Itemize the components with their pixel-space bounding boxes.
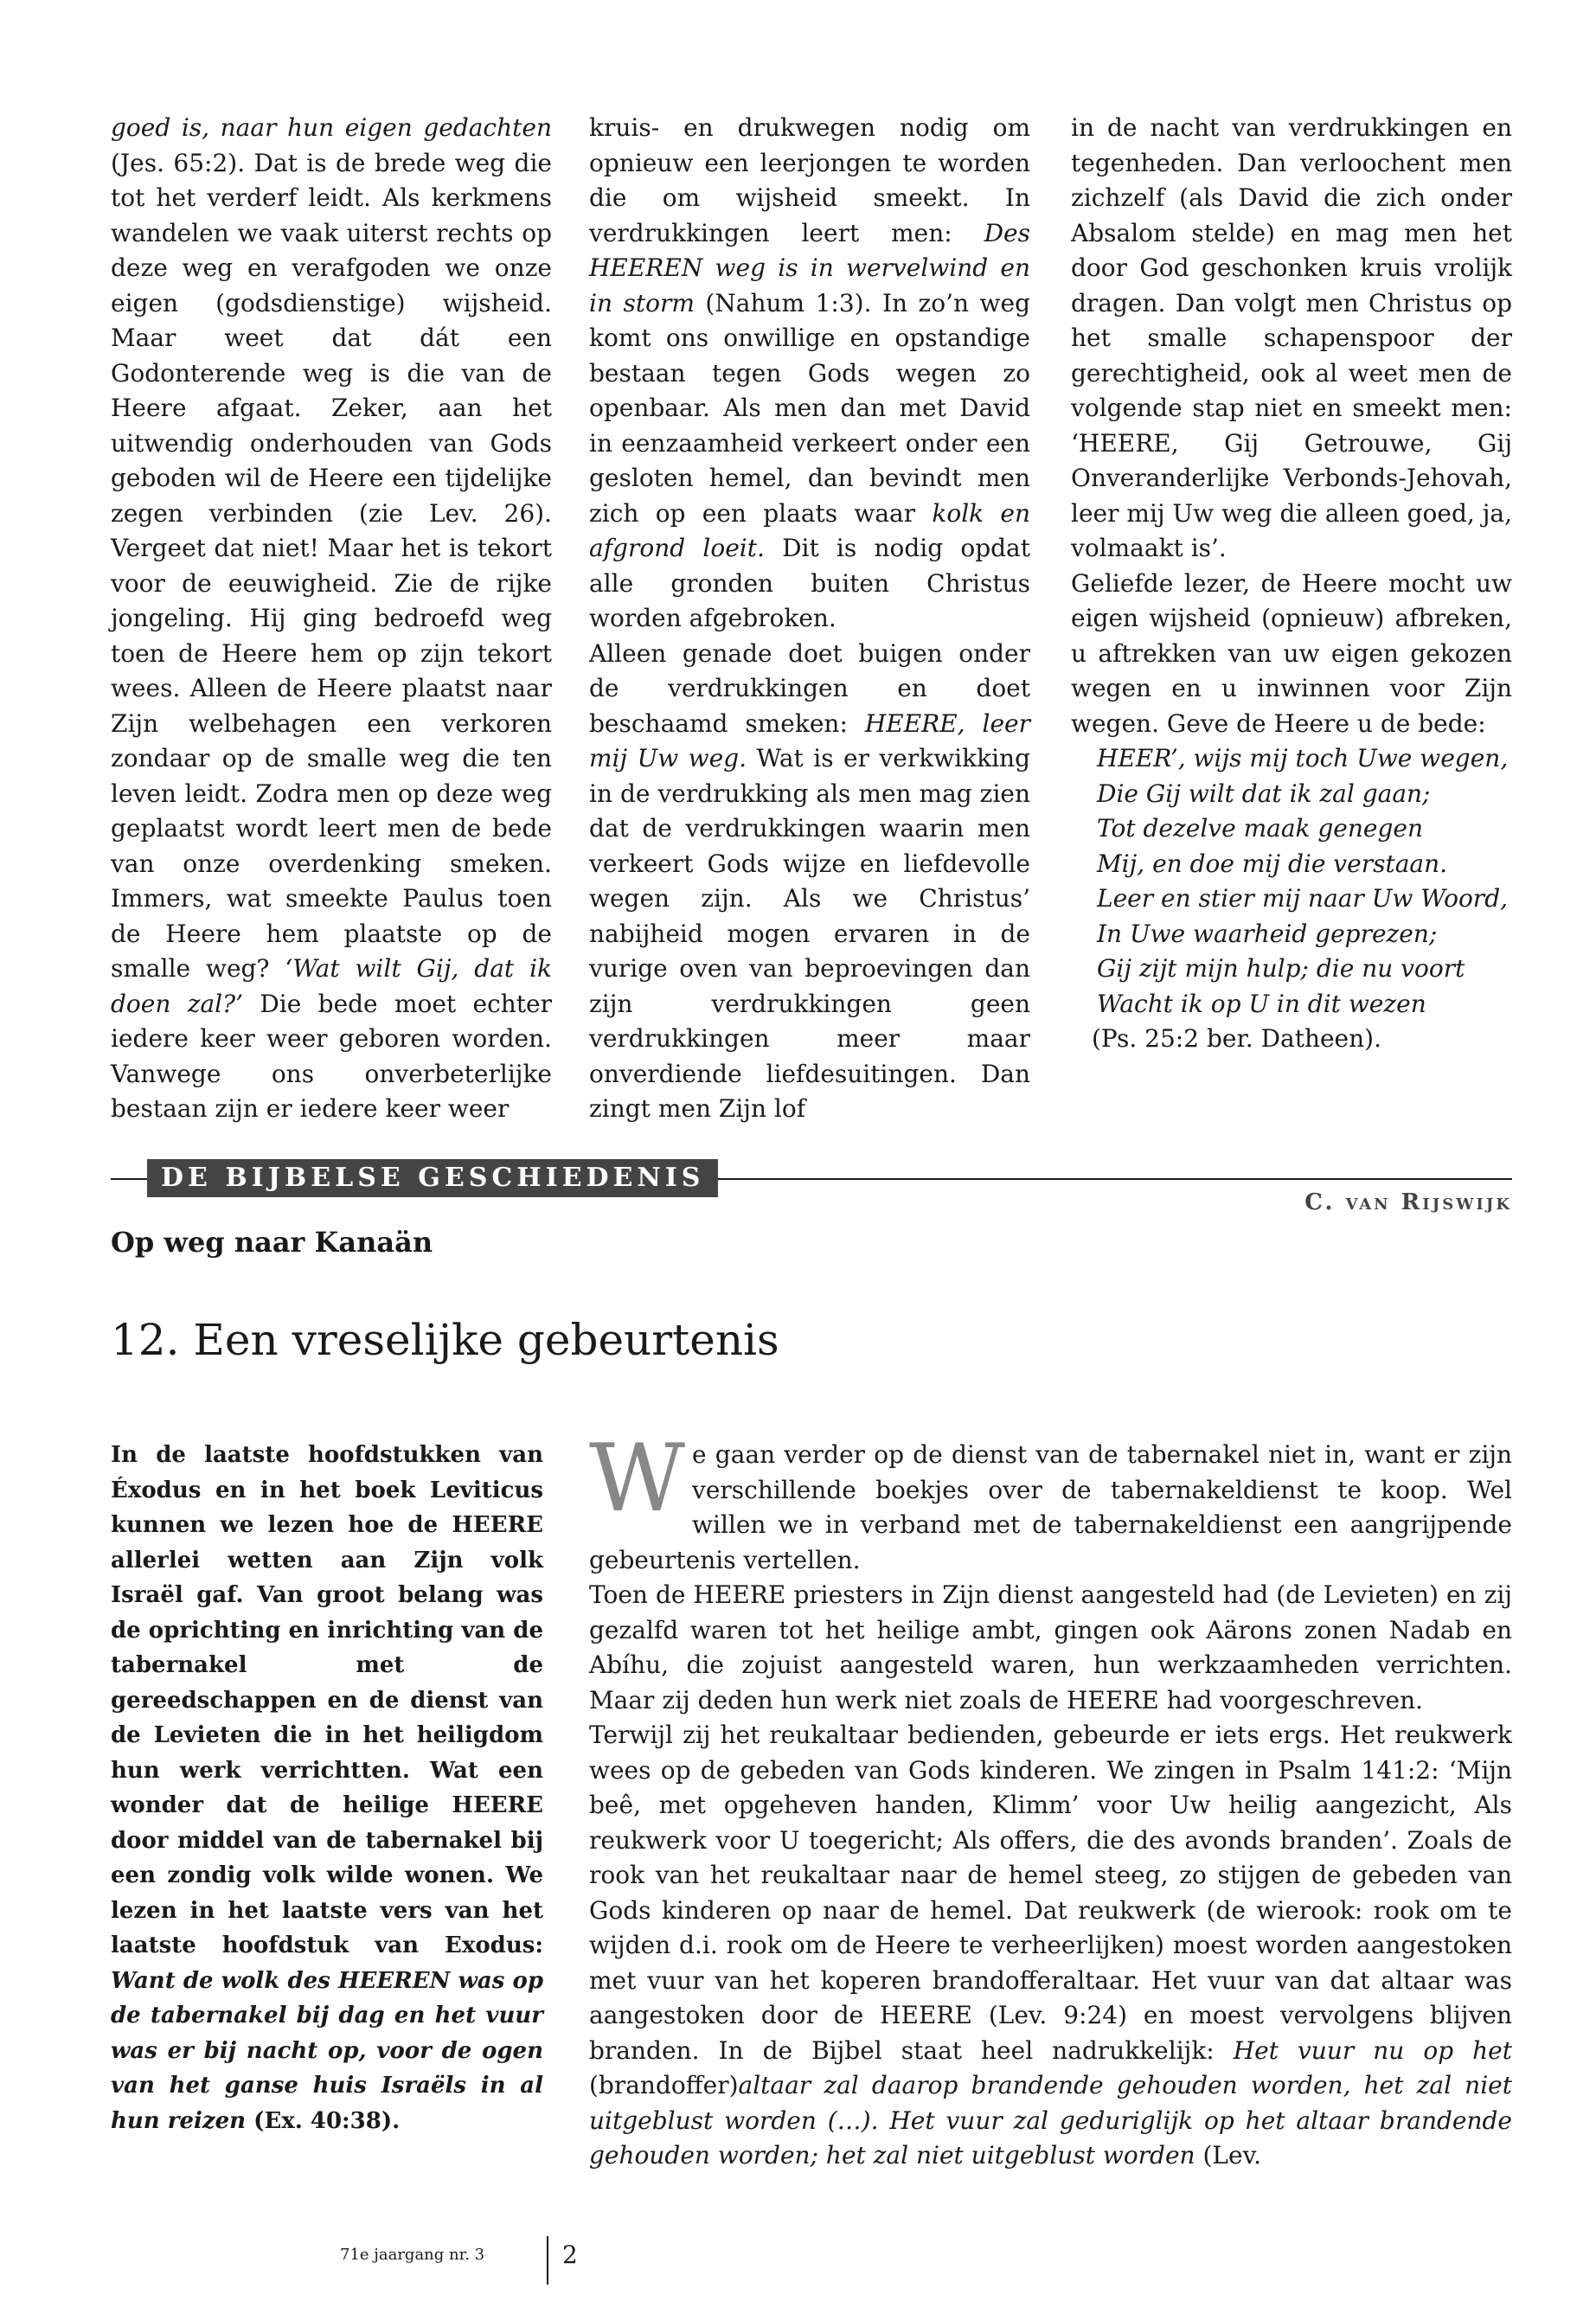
italic-phrase: HEERE, leer mij Uw weg. bbox=[589, 708, 1030, 772]
poem-line: Mij, en doe mij die verstaan. bbox=[1097, 849, 1448, 878]
psalm-verse bbox=[1071, 741, 1512, 1057]
section-label: DE BIJBELSE GESCHIEDENIS bbox=[147, 1159, 718, 1197]
author-name: C. van Rijswijk bbox=[1304, 1189, 1512, 1215]
italic-phrase: kolk en afgrond loeit. bbox=[589, 498, 1030, 562]
column-1-text bbox=[111, 111, 552, 1127]
italic-phrase: Want de wolk des HEEREN was op de tabernakel bij dag en het vuur was er bij nacht op, voor de ogen van het ganse huis Israëls in al hun reizen bbox=[111, 1967, 543, 2134]
text-run: Die bede moet echter iedere keer weer geboren worden. Vanwege ons onverbeterlijke bestaan zijn er iedere keer weer bbox=[111, 989, 552, 1123]
column-3-paragraph-1: in de nacht van verdrukkingen en tegenheden. Dan verloochent men zichzelf (als David die zich onder Absalom stelde) en mag men het door God geschonken kruis vrolijk dragen. Dan volgt men Christus op het smalle schapenspoor der gerechtigheid, ook al weet men de volgende stap niet en smeekt men: ‘HEERE, Gij Getrouwe, Gij Onveranderlijke Verbonds-Jehovah, leer mij Uw weg die alleen goed, ja, volmaakt is’. bbox=[1071, 113, 1512, 562]
poem-line: Gij zijt mijn hulp; die nu voort bbox=[1097, 954, 1465, 983]
footer-divider bbox=[547, 2236, 548, 2285]
italic-phrase: goed is, naar hun eigen gedachten bbox=[111, 113, 552, 142]
poem-line: In Uwe waarheid geprezen; bbox=[1097, 919, 1438, 948]
series-title: Op weg naar Kanaän bbox=[111, 1226, 433, 1259]
poem-line: HEER’, wijs mij toch Uwe wegen, bbox=[1097, 744, 1509, 772]
text-run: (Lev. bbox=[1195, 2141, 1261, 2170]
journal-info: 71e jaargang nr. 3 bbox=[340, 2246, 485, 2264]
text-run: Dit is nodig opdat alle gronden buiten Christus worden afgebroken. bbox=[589, 534, 1030, 632]
article-body bbox=[589, 1425, 1512, 2174]
column-1 bbox=[111, 111, 552, 1127]
italic-phrase: Het vuur nu op het bbox=[1233, 2035, 1512, 2065]
text-run: (Nahum 1:3). In zo’n weg komt ons onwillige en opstandige bestaan tegen Gods wegen zo openbaar. Als men dan met David in eenzaamheid verkeert onder een gesloten hemel, dan bevindt men zich op een plaats waar bbox=[589, 288, 1030, 528]
text-run: (Jes. 65:2). Dat is de brede weg die tot het verderf leidt. Als kerkmens wandelen we vaak uiterst rechts op deze weg en verafgoden we onze eigen (godsdienstige) wijsheid. Maar weet dat dát een Godonterende weg is die van de Heere afgaat. Zeker, aan het uitwendig onderhouden van Gods geboden wil de Heere een tijdelijke zegen verbinden (zie Lev. 26). Vergeet dat niet! Maar het is tekort voor de eeuwigheid. Zie de rijke jongeling. Hij ging bedroefd weg toen de Heere hem op zijn tekort wees. Alleen de Heere plaatst naar Zijn welbehagen een verkoren zondaar op de smalle weg die ten leven leidt. Zodra men op deze weg geplaatst wordt leert men de bede van onze overdenking smeken. Immers, wat smeekte Paulus toen de Heere hem plaatste op de smalle weg? bbox=[111, 148, 552, 983]
drop-cap: W bbox=[589, 1425, 686, 1533]
text-run: kruis- en drukwegen nodig om opnieuw een leerjongen te worden die om wijsheid smeekt. In verdrukkingen leert men: bbox=[589, 113, 1030, 247]
column-2 bbox=[589, 111, 1030, 1127]
intro-paragraph bbox=[111, 1438, 543, 2138]
page-number: 2 bbox=[562, 2240, 578, 2269]
body-paragraph-1 bbox=[589, 1425, 1512, 1578]
text-run: Terwijl zij het reukaltaar bedienden, gebeurde er iets ergs. Het reukwerk wees op de gebeden van Gods kinderen. We zingen in Psalm 141:2: ‘Mijn beê, met opgeheven handen, Klimm’ voor Uw heilig aangezicht, Als reukwerk voor U toegericht; Als offers, die des avonds branden’. Zoals de rook van het reukaltaar naar de hemel steeg, zo stijgen de gebeden van Gods kinderen op naar de hemel. Dat reukwerk (de wierook: rook om te wijden d.i. rook om de Heere te verheerlijken) moest worden aangestoken met vuur van het koperen brandofferaltaar. Het vuur van dat altaar was aangestoken door de HEERE (Lev. 9:24) en moest vervolgens blijven branden. In de Bijbel staat heel nadrukkelijk: bbox=[589, 1721, 1512, 2065]
italic-phrase: ‘Wat wilt Gij, dat ik doen zal?’ bbox=[111, 954, 552, 1018]
text-run: In de laatste hoofdstukken van Éxodus en in het boek Leviticus kunnen we lezen hoe de HEERE allerlei wetten aan Zijn volk Israël gaf. Van groot belang was de oprichting en inrichting van de tabernakel met de gereedschappen en de dienst van de Levieten die in het heiligdom hun werk verrichtten. Wat een wonder dat de heilige HEERE door middel van de tabernakel bij een zondig volk wilde wonen. We lezen in het laatste vers van het laatste hoofdstuk van Exodus: bbox=[111, 1442, 543, 1958]
poem-line: Tot dezelve maak genegen bbox=[1097, 814, 1424, 843]
text-run: Alleen genade doet buigen onder de verdrukkingen en doet beschaamd smeken: bbox=[589, 638, 1030, 738]
italic-phrase: Des HEEREN weg is in wervelwind en in storm bbox=[589, 218, 1030, 317]
poem-line: Wacht ik op U in dit wezen bbox=[1097, 989, 1426, 1018]
text-run: (Ex. 40:38). bbox=[246, 2107, 401, 2134]
column-2-paragraph-2 bbox=[589, 637, 1030, 1127]
text-run: (brandoffer) bbox=[589, 2071, 739, 2099]
column-3-paragraph-2: Geliefde lezer, de Heere mocht uw eigen wijsheid (opnieuw) afbreken, u aftrekken van uw eigen gekozen wegen en u inwinnen voor Zijn wegen. Geve de Heere u de bede: bbox=[1071, 568, 1512, 738]
italic-phrase: altaar zal daarop brandende gehouden worden, het zal niet uitgeblust worden (…). Het vuur zal geduriglijk op het altaar brandende gehouden worden; het zal niet uitgeblust worden bbox=[589, 2071, 1512, 2170]
column-3 bbox=[1071, 111, 1512, 1057]
poem-line: Die Gij wilt dat ik zal gaan; bbox=[1097, 779, 1431, 808]
column-2-paragraph-1 bbox=[589, 111, 1030, 637]
article-title: 12. Een vreselijke gebeurtenis bbox=[111, 1315, 779, 1365]
poem-line: Leer en stier mij naar Uw Woord, bbox=[1097, 884, 1509, 913]
text-run: Wat is er verkwikking in de verdrukking als men mag zien dat de verdrukkingen waarin men verkeert Gods wijze en liefdevolle wegen zijn. Als we Christus’ nabijheid mogen ervaren in de vurige oven van beproevingen dan zijn verdrukkingen geen verdrukkingen meer maar onverdiende liefdesuitingen. Dan zingt men Zijn lof bbox=[589, 744, 1030, 1123]
poem-reference: (Ps. 25:2 ber. Datheen). bbox=[1092, 1024, 1381, 1053]
text-run: e gaan verder op de dienst van de tabernakel niet in, want er zijn verschillende boekjes over de tabernakeldienst te koop. Wel willen we in verband met de tabernakeldienst een aangrijpende gebeurtenis vertellen. bbox=[589, 1440, 1512, 1574]
body-paragraph-2: Toen de HEERE priesters in Zijn dienst aangesteld had (de Levieten) en zij gezalfd waren tot het heilige ambt, gingen ook Aärons zonen Nadab en Abíhu, die zojuist aangesteld waren, hun werkzaamheden verrichten. Maar zij deden hun werk niet zoals de HEERE had voorgeschreven. bbox=[589, 1580, 1512, 1715]
body-paragraph-3 bbox=[589, 1718, 1512, 2174]
